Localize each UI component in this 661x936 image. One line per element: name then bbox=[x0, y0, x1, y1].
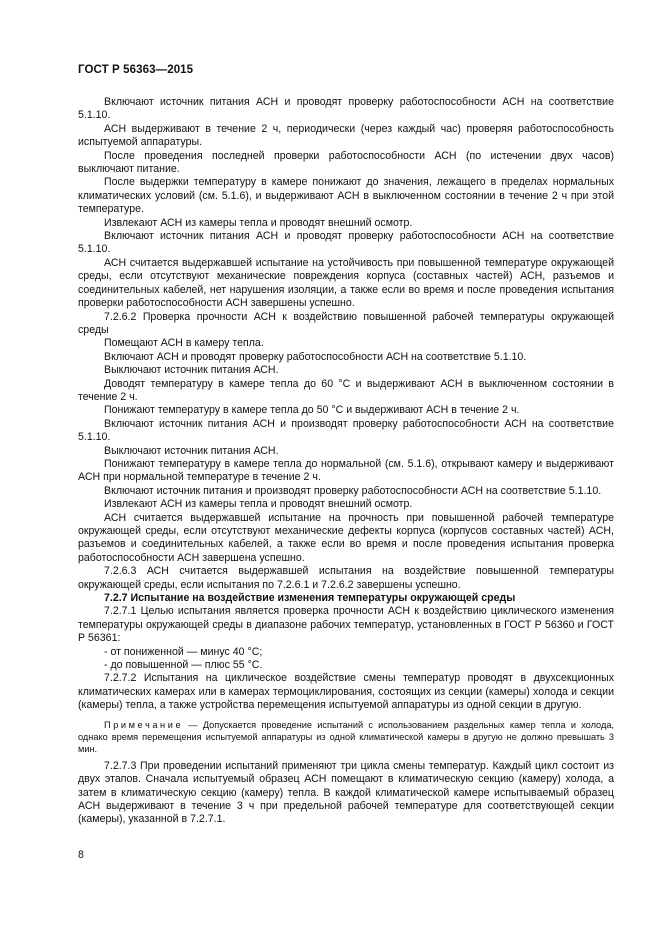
paragraph: Выключают источник питания АСН. bbox=[104, 444, 279, 457]
clause-7-2-7-1: 7.2.7.1 Целью испытания является проверка прочности АСН к воздействию циклического изменения температуры окружающей среды в диапазоне рабочих температур, установленных в ГОСТ Р 56360 и ГОСТ Р 56361: bbox=[78, 605, 614, 645]
paragraph: Включают АСН и проводят проверку работоспособности АСН на соответствие 5.1.10. bbox=[104, 350, 527, 363]
paragraph: Помещают АСН в камеру тепла. bbox=[104, 337, 264, 350]
section-heading: 7.2.7 Испытание на воздействие изменения температуры окружающей среды bbox=[104, 592, 516, 605]
clause-7-2-6-3: 7.2.6.3 АСН считается выдержавшей испытания на воздействие повышенной температуры окружающей среды, если испытания по 7.2.6.1 и 7.2.6.2 завершены успешно. bbox=[78, 565, 614, 591]
paragraph: Понижают температуру в камере тепла до нормальной (см. 5.1.6), открывают камеру и выдерживают АСН при нормальной температуре в течение 2 ч. bbox=[78, 457, 614, 484]
paragraph: АСН выдерживают в течение 2 ч, периодически (через каждый час) проверяя работоспособность испытуемой аппаратуры. bbox=[78, 122, 614, 149]
paragraph: Понижают температуру в камере тепла до 50 °C и выдерживают АСН в течение 2 ч. bbox=[104, 404, 520, 417]
note bbox=[78, 719, 614, 755]
paragraph: Включают источник питания АСН и проводят проверку работоспособности АСН на соответствие 5.1.10. bbox=[78, 230, 614, 256]
list-item: - от пониженной — минус 40 °C; bbox=[104, 645, 263, 658]
paragraph: Включают источник питания АСН и производят проверку работоспособности АСН на соответствие 5.1.10. bbox=[78, 417, 614, 444]
paragraph: Извлекают АСН из камеры тепла и проводят внешний осмотр. bbox=[104, 498, 413, 511]
clause-7-2-7-3: 7.2.7.3 При проведении испытаний применяют три цикла смены температур. Каждый цикл состоит из двух этапов. Сначала испытуемый образец АСН помещают в климатическую секцию (камеру) холода, а затем в климатическую секцию (камеру) тепла. В каждой климатической камере испытываемый образец АСН выдерживают в течение 3 ч при предельной рабочей температуре для соответствующей секции (камеры), указанной в 7.2.7.1. bbox=[78, 759, 614, 826]
paragraph: АСН считается выдержавшей испытание на прочность при повышенной рабочей температуре окружающей среды, если отсутствуют механические дефекты корпуса (корпусов составных частей) АСН, разъемов и соединительных кабелей, а также если во время и после проведения испытания проверка работоспособности АСН завершена успешно. bbox=[78, 511, 614, 564]
note-text: — Допускается проведение испытаний с использованием раздельных камер тепла и холода, однако время перемещения испытуемой аппаратуры из одной климатической камеры в другую не должно превышать 3 мин. bbox=[78, 719, 614, 754]
note-label: Примечание bbox=[104, 719, 184, 730]
paragraph: Выключают источник питания АСН. bbox=[104, 364, 279, 377]
paragraph: Извлекают АСН из камеры тепла и проводят внешний осмотр. bbox=[104, 216, 413, 229]
clause-7-2-7-2: 7.2.7.2 Испытания на циклическое воздействие смены температур проводят в двухсекционных климатических камерах или в камерах термоциклирования, состоящих из секции (камеры) холода и секции (камеры) тепла, а также устройства перемещения испытуемой аппаратуры из одной секции в другую. bbox=[78, 672, 614, 712]
paragraph: АСН считается выдержавшей испытание на устойчивость при повышенной температуре окружающей среды, если отсутствуют механические повреждения корпуса (составных частей) АСН, разъемов и соединительных кабелей, нет нарушения изоляции, а также если во время и после проведения испытания проверки работоспособности АСН завершены успешно. bbox=[78, 256, 614, 310]
page-number: 8 bbox=[78, 849, 84, 861]
paragraph: Доводят температуру в камере тепла до 60 °C и выдерживают АСН в выключенном состоянии в течение 2 ч. bbox=[78, 377, 614, 403]
paragraph: После проведения последней проверки работоспособности АСН (по истечении двух часов) выключают питание. bbox=[78, 149, 614, 176]
document-body bbox=[78, 96, 614, 827]
paragraph: Включают источник питания и производят проверку работоспособности АСН на соответствие 5.1.10. bbox=[104, 484, 602, 497]
document-header: ГОСТ Р 56363—2015 bbox=[78, 64, 194, 76]
paragraph: После выдержки температуру в камере понижают до значения, лежащего в пределах нормальных климатических условий (см. 5.1.6), и выдерживают АСН в выключенном состоянии в течение 2 ч при этой температуре. bbox=[78, 176, 614, 216]
clause-7-2-6-2: 7.2.6.2 Проверка прочности АСН к воздействию повышенной рабочей температуры окружающей среды bbox=[78, 310, 614, 336]
list-item: - до повышенной — плюс 55 °C. bbox=[104, 659, 263, 672]
paragraph: Включают источник питания АСН и проводят проверку работоспособности АСН на соответствие 5.1.10. bbox=[78, 96, 614, 122]
